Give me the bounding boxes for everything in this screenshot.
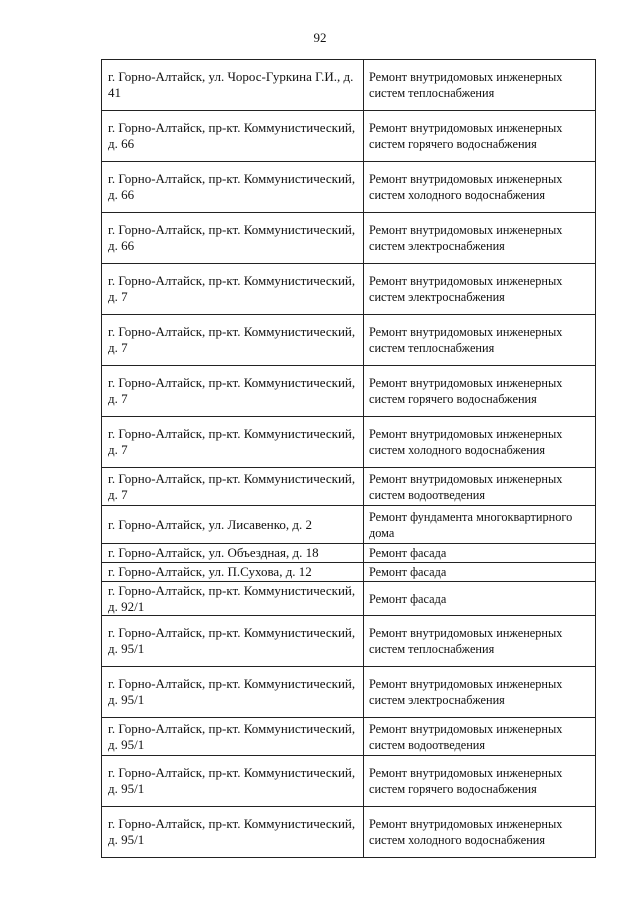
work-type-cell: Ремонт внутридомовых инженерных систем электроснабжения — [364, 667, 596, 718]
address-cell: г. Горно-Алтайск, пр-кт. Коммунистический, д. 7 — [102, 366, 364, 417]
table-row — [102, 60, 596, 111]
work-type-cell: Ремонт внутридомовых инженерных систем теплоснабжения — [364, 616, 596, 667]
table-row — [102, 366, 596, 417]
table-row — [102, 213, 596, 264]
works-table-body — [102, 60, 596, 858]
address-cell: г. Горно-Алтайск, пр-кт. Коммунистический, д. 66 — [102, 111, 364, 162]
address-cell: г. Горно-Алтайск, пр-кт. Коммунистический, д. 95/1 — [102, 807, 364, 858]
address-cell: г. Горно-Алтайск, пр-кт. Коммунистический, д. 66 — [102, 213, 364, 264]
work-type-cell: Ремонт внутридомовых инженерных систем горячего водоснабжения — [364, 111, 596, 162]
work-type-cell: Ремонт внутридомовых инженерных систем горячего водоснабжения — [364, 366, 596, 417]
table-row — [102, 315, 596, 366]
table-row — [102, 582, 596, 616]
table-row — [102, 468, 596, 506]
address-cell: г. Горно-Алтайск, пр-кт. Коммунистический, д. 95/1 — [102, 718, 364, 756]
work-type-cell: Ремонт внутридомовых инженерных систем теплоснабжения — [364, 60, 596, 111]
address-cell: г. Горно-Алтайск, пр-кт. Коммунистический, д. 95/1 — [102, 756, 364, 807]
table-row — [102, 563, 596, 582]
work-type-cell: Ремонт внутридомовых инженерных систем теплоснабжения — [364, 315, 596, 366]
work-type-cell: Ремонт фундамента многоквартирного дома — [364, 506, 596, 544]
address-cell: г. Горно-Алтайск, пр-кт. Коммунистический, д. 92/1 — [102, 582, 364, 616]
address-cell: г. Горно-Алтайск, пр-кт. Коммунистический, д. 7 — [102, 315, 364, 366]
address-cell: г. Горно-Алтайск, ул. Лисавенко, д. 2 — [102, 506, 364, 544]
address-cell: г. Горно-Алтайск, пр-кт. Коммунистический, д. 7 — [102, 264, 364, 315]
table-row — [102, 544, 596, 563]
table-row — [102, 506, 596, 544]
table-row — [102, 667, 596, 718]
address-cell: г. Горно-Алтайск, ул. Объездная, д. 18 — [102, 544, 364, 563]
work-type-cell: Ремонт внутридомовых инженерных систем холодного водоснабжения — [364, 162, 596, 213]
table-row — [102, 264, 596, 315]
work-type-cell: Ремонт фасада — [364, 582, 596, 616]
work-type-cell: Ремонт фасада — [364, 563, 596, 582]
table-row — [102, 718, 596, 756]
table-row — [102, 417, 596, 468]
address-cell: г. Горно-Алтайск, ул. П.Сухова, д. 12 — [102, 563, 364, 582]
work-type-cell: Ремонт фасада — [364, 544, 596, 563]
table-row — [102, 756, 596, 807]
address-cell: г. Горно-Алтайск, пр-кт. Коммунистический, д. 66 — [102, 162, 364, 213]
work-type-cell: Ремонт внутридомовых инженерных систем холодного водоснабжения — [364, 807, 596, 858]
work-type-cell: Ремонт внутридомовых инженерных систем электроснабжения — [364, 213, 596, 264]
work-type-cell: Ремонт внутридомовых инженерных систем электроснабжения — [364, 264, 596, 315]
address-cell: г. Горно-Алтайск, ул. Чорос-Гуркина Г.И., д. 41 — [102, 60, 364, 111]
work-type-cell: Ремонт внутридомовых инженерных систем водоотведения — [364, 468, 596, 506]
page-number: 92 — [313, 30, 327, 45]
table-row — [102, 111, 596, 162]
work-type-cell: Ремонт внутридомовых инженерных систем горячего водоснабжения — [364, 756, 596, 807]
address-cell: г. Горно-Алтайск, пр-кт. Коммунистический, д. 95/1 — [102, 616, 364, 667]
works-table — [101, 59, 596, 858]
table-row — [102, 616, 596, 667]
work-type-cell: Ремонт внутридомовых инженерных систем холодного водоснабжения — [364, 417, 596, 468]
table-row — [102, 807, 596, 858]
work-type-cell: Ремонт внутридомовых инженерных систем водоотведения — [364, 718, 596, 756]
address-cell: г. Горно-Алтайск, пр-кт. Коммунистический, д. 7 — [102, 468, 364, 506]
address-cell: г. Горно-Алтайск, пр-кт. Коммунистический, д. 7 — [102, 417, 364, 468]
table-row — [102, 162, 596, 213]
address-cell: г. Горно-Алтайск, пр-кт. Коммунистический, д. 95/1 — [102, 667, 364, 718]
